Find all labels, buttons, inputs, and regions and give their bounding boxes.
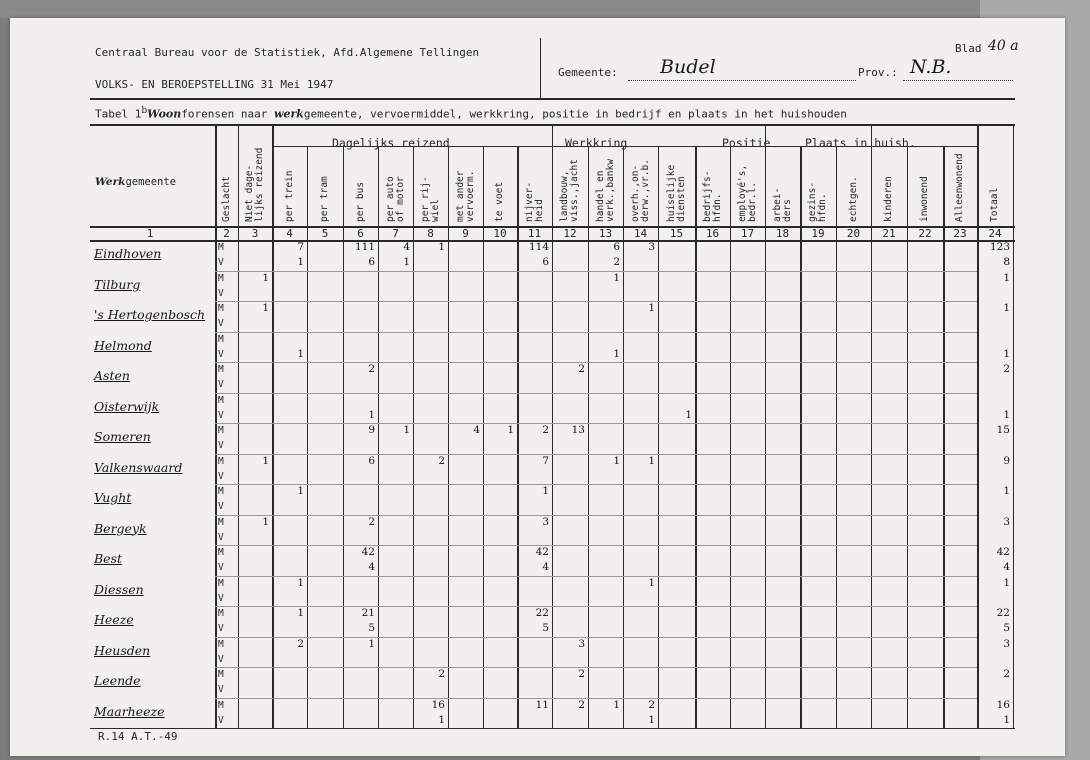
row-place-name: Best	[94, 551, 123, 566]
column-header-14: overh.,on- derw.,vr.b.	[629, 159, 651, 222]
cell-value: 1	[368, 637, 375, 650]
blad-value: 40 a	[988, 38, 1019, 54]
row-place-name: Vught	[94, 490, 132, 505]
cell-value: 4	[403, 241, 410, 253]
cell-value: 2	[1003, 668, 1010, 680]
cell-value: 1	[1003, 347, 1010, 360]
row-place-name: Someren	[94, 429, 151, 444]
first-col-text: gemeente	[125, 176, 177, 188]
group-positie: Positie	[722, 136, 771, 150]
cell-value: 42	[535, 546, 549, 558]
row-sex-v: V	[218, 257, 224, 268]
row-place-name: 's Hertogenbosch	[94, 307, 206, 322]
row-place-name: Eindhoven	[94, 246, 162, 261]
row-place-name: Diessen	[94, 581, 144, 597]
cell-value: 2	[438, 454, 445, 467]
row-sex-m: M	[218, 516, 224, 528]
row-sex-m: M	[218, 486, 224, 497]
column-number: 23	[953, 227, 967, 240]
cell-value: 1	[1003, 408, 1010, 421]
column-number: 13	[598, 227, 613, 240]
column-header-21: kinderen	[883, 176, 894, 222]
cell-value: 1	[648, 302, 655, 314]
column-number: 16	[705, 227, 720, 240]
column-rule	[800, 146, 802, 728]
cell-value: 2	[542, 424, 549, 436]
cell-value: 42	[361, 546, 375, 558]
cell-value: 1	[297, 576, 304, 589]
column-header-9: met ander vervoerm.	[454, 170, 476, 222]
column-header-3: Niet dage- lijks reizend	[244, 147, 265, 222]
row-place-name: Valkenswaard	[94, 459, 183, 475]
row-place-name: Leende	[94, 673, 141, 688]
row-sex-v: V	[218, 348, 224, 360]
column-rule	[483, 146, 484, 728]
column-header-16: bedrijfs- hfdn.	[701, 170, 723, 222]
row-place-name: Tilburg	[94, 276, 141, 292]
row-sex-v: V	[218, 318, 224, 329]
cell-value: 6	[613, 241, 620, 253]
cell-value: 21	[361, 607, 375, 619]
column-number: 24	[988, 227, 1002, 240]
column-header-24: Totaal	[989, 187, 1000, 222]
row-sex-m: M	[218, 394, 224, 406]
column-number: 18	[775, 227, 790, 240]
cell-value: 1	[297, 485, 304, 497]
group-dagelijks: Dagelijks reizend	[332, 136, 450, 150]
cell-value: 3	[1003, 637, 1010, 650]
cell-value: 1	[507, 424, 514, 436]
cell-value: 1	[297, 256, 304, 268]
row-place-name: Oisterwijk	[94, 398, 160, 414]
row-sex-v: V	[218, 501, 224, 512]
row-rule	[215, 301, 977, 302]
row-sex-v: V	[218, 592, 224, 604]
column-number: 4	[286, 227, 293, 240]
column-number: 22	[918, 227, 932, 240]
bureau-line: Centraal Bureau voor de Statistiek, Afd.Algemene Tellingen	[95, 46, 480, 59]
cell-value: 1	[1003, 271, 1010, 284]
column-header-19: gezins- hfdn.	[807, 181, 828, 222]
row-sex-v: V	[218, 562, 224, 573]
row-sex-v: V	[218, 623, 224, 634]
table-bottom-rule	[90, 728, 1015, 729]
gemeente-label: Gemeente:	[558, 66, 618, 79]
cell-value: 8	[1003, 256, 1010, 268]
cell-value: 1	[297, 347, 304, 360]
cell-value: 3	[542, 515, 549, 528]
column-number: 15	[669, 227, 684, 240]
row-sex-v: V	[218, 379, 224, 390]
first-col-hand: Werk	[95, 176, 126, 188]
column-header-11: nijver- heid	[523, 181, 545, 222]
column-header-8: per rij- wiel	[419, 176, 441, 222]
cell-value: 1	[262, 302, 269, 314]
column-header-20: echtgen.	[847, 176, 859, 222]
row-sex-v: V	[218, 714, 224, 726]
row-sex-v: V	[218, 653, 224, 665]
column-header-18: arbei- ders	[771, 187, 793, 222]
cell-value: 1	[262, 271, 269, 284]
column-header-6: per bus	[354, 181, 366, 222]
cell-value: 111	[354, 241, 375, 253]
column-number: 14	[633, 227, 648, 240]
cell-value: 2	[613, 256, 620, 268]
cell-value: 22	[996, 607, 1010, 619]
cell-value: 5	[542, 622, 549, 634]
cell-value: 3	[578, 637, 585, 650]
cell-value: 16	[996, 698, 1010, 711]
prov-value: N.B.	[910, 56, 952, 78]
row-rule	[215, 606, 977, 607]
row-rule	[215, 667, 977, 668]
census-sheet	[10, 18, 1065, 756]
header-rule	[90, 98, 1015, 100]
column-header-23: Alleenwonend	[954, 153, 965, 222]
column-number: 17	[740, 227, 755, 240]
prov-underline	[903, 80, 1013, 81]
cell-value: 2	[438, 668, 445, 680]
cell-value: 1	[262, 454, 269, 467]
row-sex-m: M	[218, 669, 224, 680]
column-header-7: per auto of motor	[384, 176, 406, 222]
cell-value: 1	[1003, 576, 1010, 589]
row-sex-m: M	[218, 242, 224, 253]
row-place-name: Heusden	[94, 642, 151, 658]
cell-value: 1	[685, 408, 692, 421]
cell-value: 1	[1003, 302, 1010, 314]
row-rule	[215, 362, 977, 363]
cell-value: 3	[1003, 515, 1010, 528]
cell-value: 1	[368, 408, 375, 421]
cell-value: 16	[431, 698, 445, 711]
cell-value: 1	[438, 241, 445, 253]
column-rule	[623, 146, 624, 728]
cell-value: 5	[368, 622, 375, 634]
cell-value: 1	[648, 713, 655, 726]
table-title-sup: b	[141, 106, 148, 116]
cell-value: 2	[648, 698, 655, 711]
row-sex-m: M	[218, 455, 224, 467]
cell-value: 1	[262, 515, 269, 528]
row-place-name: Bergeyk	[94, 520, 147, 536]
cell-value: 4	[1003, 561, 1010, 573]
cell-value: 1	[438, 713, 445, 726]
column-number: 10	[493, 227, 507, 240]
cell-value: 1	[613, 454, 620, 467]
row-place-name: Maarheeze	[94, 703, 165, 719]
column-number: 9	[462, 227, 469, 240]
column-number: 12	[563, 227, 577, 240]
group-plaats: Plaats in huish.	[805, 136, 916, 150]
column-header-12: landbouw, viss.,jacht	[559, 159, 580, 222]
blad-label: Blad	[955, 42, 982, 55]
column-header-17: employé's, bedr.l.	[736, 164, 758, 222]
row-sex-m: M	[218, 577, 224, 589]
first-col-header	[95, 176, 176, 188]
group-werkkring: Werkkring	[565, 136, 628, 150]
cell-value: 1	[297, 607, 304, 619]
scan-background-top	[0, 0, 1090, 18]
cell-value: 1	[542, 485, 549, 497]
row-rule	[215, 637, 977, 638]
row-rule	[215, 515, 977, 516]
column-number: 19	[811, 227, 825, 240]
cell-value: 11	[535, 698, 549, 711]
table-title-prefix: Tabel 1	[95, 107, 142, 121]
cell-value: 1	[648, 576, 655, 589]
row-rule	[215, 423, 977, 424]
row-sex-v: V	[218, 440, 224, 451]
column-rule	[588, 146, 589, 728]
cell-value: 1	[613, 698, 620, 711]
column-number: 7	[392, 227, 399, 240]
row-sex-v: V	[218, 684, 224, 695]
row-sex-m: M	[218, 699, 224, 711]
column-number: 21	[882, 227, 896, 240]
cell-value: 1	[403, 256, 410, 268]
cell-value: 9	[1003, 454, 1010, 467]
row-rule	[215, 393, 977, 394]
header-divider	[540, 38, 541, 98]
table-title-hand2: werk	[273, 107, 304, 121]
cell-value: 114	[528, 241, 549, 253]
cell-value: 4	[542, 561, 549, 573]
row-sex-m: M	[218, 547, 224, 558]
cell-value: 2	[578, 363, 585, 375]
column-header-15: huiselijke diensten	[665, 164, 687, 222]
row-sex-m: M	[218, 364, 224, 375]
cell-value: 6	[368, 256, 375, 268]
row-sex-v: V	[218, 470, 224, 482]
column-rule	[907, 146, 908, 728]
column-number: 1	[146, 227, 154, 240]
cell-value: 1	[613, 347, 620, 360]
column-rule	[836, 146, 837, 728]
row-sex-v: V	[218, 409, 224, 421]
cell-value: 1	[1003, 485, 1010, 497]
column-number: 5	[321, 227, 329, 240]
row-sex-m: M	[218, 608, 224, 619]
column-rule	[658, 146, 659, 728]
cell-value: 4	[368, 561, 375, 573]
table-title-hand: Woon	[147, 107, 182, 121]
cell-value: 1	[403, 424, 410, 436]
cell-value: 6	[368, 454, 375, 467]
cell-value: 2	[368, 515, 375, 528]
column-header-10: te voet	[494, 181, 505, 222]
cell-value: 42	[996, 546, 1010, 558]
column-rule	[1013, 124, 1014, 728]
table-title	[95, 106, 847, 121]
cell-value: 1	[1003, 713, 1010, 726]
column-number: 11	[527, 227, 542, 240]
cell-value: 123	[989, 241, 1010, 253]
column-header-22: inwonend	[919, 176, 930, 222]
row-rule	[215, 332, 977, 333]
cell-value: 2	[1003, 363, 1010, 375]
column-header-5: per tram	[319, 176, 330, 222]
gemeente-value: Budel	[660, 56, 716, 78]
column-rule	[448, 146, 449, 728]
cell-value: 2	[297, 637, 304, 650]
row-sex-m: M	[218, 638, 224, 650]
column-rule	[977, 124, 979, 728]
row-sex-v: V	[218, 287, 224, 299]
census-line: VOLKS- EN BEROEPSTELLING 31 Mei 1947	[95, 78, 334, 91]
table-title-text: forensen naar	[181, 107, 274, 121]
column-number: 2	[223, 227, 230, 240]
cell-value: 2	[578, 668, 585, 680]
column-number: 8	[427, 227, 434, 240]
row-sex-m: M	[218, 333, 224, 345]
cell-value: 2	[578, 698, 585, 711]
column-header-4: per trein	[283, 170, 295, 222]
column-rule	[730, 146, 731, 728]
column-number: 20	[846, 227, 861, 240]
column-rule	[413, 146, 414, 728]
cell-value: 7	[542, 454, 549, 467]
row-sex-m: M	[218, 272, 224, 284]
column-header-2: Geslacht	[220, 176, 232, 222]
footer-code: R.14 A.T.-49	[98, 730, 178, 743]
cell-value: 1	[613, 271, 620, 284]
row-sex-m: M	[218, 425, 224, 436]
row-place-name: Helmond	[94, 337, 152, 353]
cell-value: 22	[535, 607, 549, 619]
cell-value: 5	[1003, 622, 1010, 634]
row-place-name: Heeze	[94, 612, 134, 627]
prov-label: Prov.:	[858, 66, 898, 79]
cell-value: 6	[542, 256, 549, 268]
cell-value: 9	[368, 424, 375, 436]
row-place-name: Asten	[94, 368, 130, 383]
cell-value: 1	[648, 454, 655, 467]
column-header-13: handel en verk.,bankw	[594, 159, 616, 222]
row-rule	[215, 576, 977, 577]
column-number: 6	[357, 227, 364, 240]
row-sex-v: V	[218, 531, 224, 543]
row-sex-m: M	[218, 303, 224, 314]
column-rule	[343, 146, 344, 728]
row-rule	[215, 545, 977, 546]
column-rule	[378, 146, 379, 728]
cell-value: 7	[297, 241, 304, 253]
column-number: 3	[251, 227, 259, 240]
cell-value: 2	[368, 363, 375, 375]
row-rule	[215, 484, 977, 485]
cell-value: 4	[473, 424, 480, 436]
gemeente-underline	[628, 80, 856, 81]
table-title-rest: gemeente, vervoermiddel, werkkring, positie in bedrijf en plaats in het huishouden	[303, 107, 847, 121]
cell-value: 15	[996, 424, 1010, 436]
cell-value: 13	[571, 424, 585, 436]
cell-value: 3	[648, 241, 655, 253]
column-rule	[307, 146, 308, 728]
